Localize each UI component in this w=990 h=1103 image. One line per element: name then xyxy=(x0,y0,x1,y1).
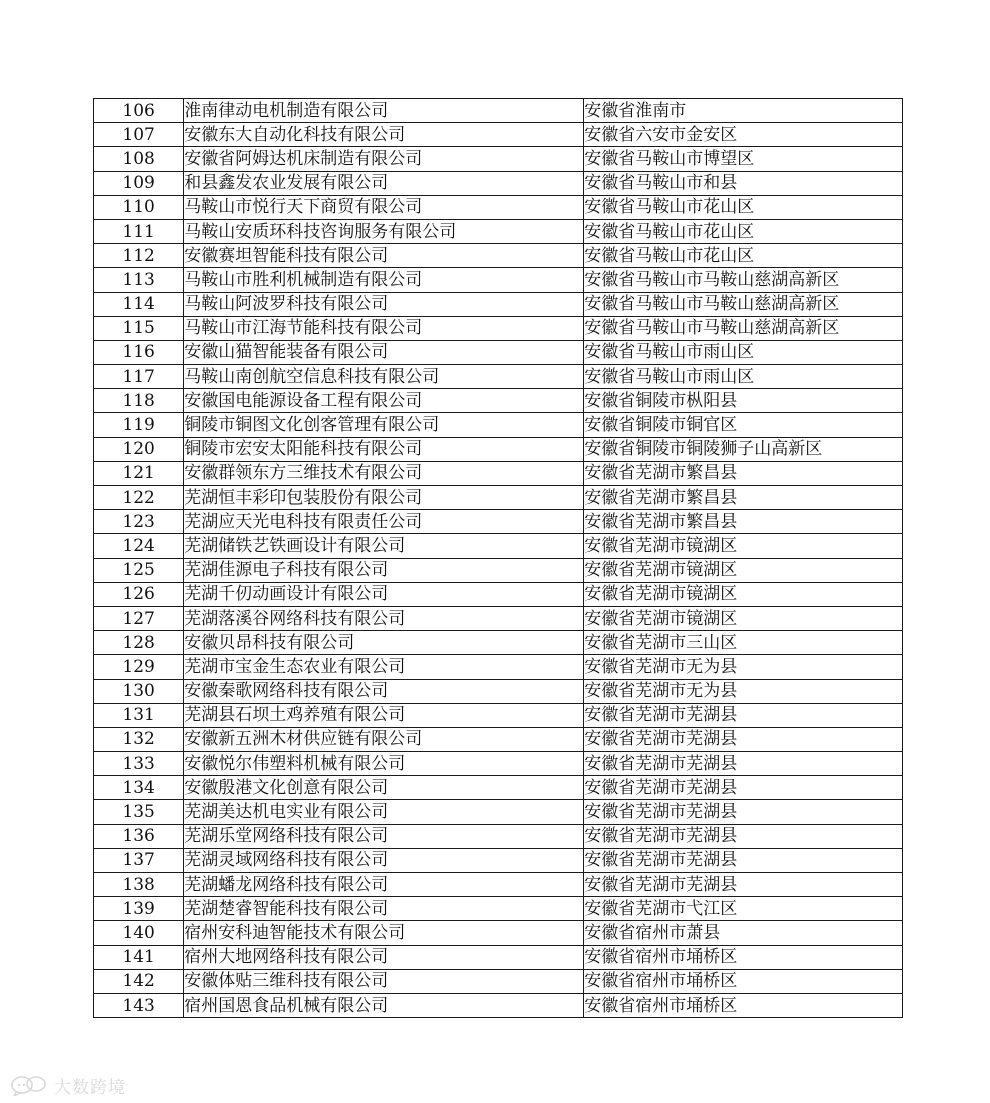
company-name: 马鞍山市江海节能科技有限公司 xyxy=(184,316,584,340)
region: 安徽省铜陵市枞阳县 xyxy=(584,389,903,413)
region: 安徽省芜湖市镜湖区 xyxy=(584,606,903,630)
table-row xyxy=(94,727,903,751)
company-name: 安徽贝昂科技有限公司 xyxy=(184,631,584,655)
row-number: 143 xyxy=(94,993,184,1017)
company-name: 马鞍山安质环科技咨询服务有限公司 xyxy=(184,219,584,243)
company-name: 马鞍山市悦行天下商贸有限公司 xyxy=(184,195,584,219)
row-number: 107 xyxy=(94,123,184,147)
region: 安徽省宿州市萧县 xyxy=(584,921,903,945)
row-number: 118 xyxy=(94,389,184,413)
row-number: 142 xyxy=(94,969,184,993)
table-row xyxy=(94,292,903,316)
company-name: 马鞍山阿波罗科技有限公司 xyxy=(184,292,584,316)
company-name: 芜湖储铁艺铁画设计有限公司 xyxy=(184,534,584,558)
watermark-text: 大数跨境 xyxy=(54,1077,126,1098)
table-row xyxy=(94,606,903,630)
company-name: 芜湖应天光电科技有限责任公司 xyxy=(184,510,584,534)
table-row xyxy=(94,921,903,945)
row-number: 106 xyxy=(94,99,184,123)
company-name: 安徽赛坦智能科技有限公司 xyxy=(184,244,584,268)
table-row xyxy=(94,510,903,534)
region: 安徽省芜湖市繁昌县 xyxy=(584,486,903,510)
table-body xyxy=(94,99,903,1018)
row-number: 114 xyxy=(94,292,184,316)
row-number: 110 xyxy=(94,195,184,219)
row-number: 131 xyxy=(94,703,184,727)
row-number: 116 xyxy=(94,340,184,364)
company-name: 安徽国电能源设备工程有限公司 xyxy=(184,389,584,413)
table-row xyxy=(94,171,903,195)
row-number: 112 xyxy=(94,244,184,268)
table-row xyxy=(94,776,903,800)
table-row xyxy=(94,703,903,727)
region: 安徽省六安市金安区 xyxy=(584,123,903,147)
row-number: 119 xyxy=(94,413,184,437)
row-number: 130 xyxy=(94,679,184,703)
company-name: 安徽山猫智能装备有限公司 xyxy=(184,340,584,364)
row-number: 108 xyxy=(94,147,184,171)
row-number: 125 xyxy=(94,558,184,582)
row-number: 128 xyxy=(94,631,184,655)
company-name: 安徽群领东方三维技术有限公司 xyxy=(184,461,584,485)
company-name: 芜湖佳源电子科技有限公司 xyxy=(184,558,584,582)
row-number: 126 xyxy=(94,582,184,606)
region: 安徽省芜湖市芜湖县 xyxy=(584,776,903,800)
region: 安徽省宿州市埇桥区 xyxy=(584,993,903,1017)
table-row xyxy=(94,195,903,219)
table-row xyxy=(94,365,903,389)
region: 安徽省芜湖市芜湖县 xyxy=(584,727,903,751)
row-number: 121 xyxy=(94,461,184,485)
company-name: 安徽省阿姆达机床制造有限公司 xyxy=(184,147,584,171)
row-number: 129 xyxy=(94,655,184,679)
row-number: 109 xyxy=(94,171,184,195)
table-row xyxy=(94,268,903,292)
table-row xyxy=(94,558,903,582)
table-row xyxy=(94,800,903,824)
row-number: 120 xyxy=(94,437,184,461)
region: 安徽省马鞍山市花山区 xyxy=(584,244,903,268)
company-name: 芜湖落溪谷网络科技有限公司 xyxy=(184,606,584,630)
row-number: 124 xyxy=(94,534,184,558)
region: 安徽省芜湖市繁昌县 xyxy=(584,461,903,485)
company-name: 和县鑫发农业发展有限公司 xyxy=(184,171,584,195)
company-name: 芜湖乐堂网络科技有限公司 xyxy=(184,824,584,848)
table-row xyxy=(94,389,903,413)
table-row xyxy=(94,340,903,364)
region: 安徽省芜湖市芜湖县 xyxy=(584,873,903,897)
company-name: 安徽悦尔伟塑料机械有限公司 xyxy=(184,752,584,776)
region: 安徽省芜湖市无为县 xyxy=(584,679,903,703)
company-name: 铜陵市宏安太阳能科技有限公司 xyxy=(184,437,584,461)
company-name: 芜湖县石坝土鸡养殖有限公司 xyxy=(184,703,584,727)
region: 安徽省铜陵市铜陵狮子山高新区 xyxy=(584,437,903,461)
region: 安徽省马鞍山市博望区 xyxy=(584,147,903,171)
region: 安徽省马鞍山市花山区 xyxy=(584,219,903,243)
region: 安徽省芜湖市镜湖区 xyxy=(584,534,903,558)
region: 安徽省铜陵市铜官区 xyxy=(584,413,903,437)
region: 安徽省芜湖市镜湖区 xyxy=(584,582,903,606)
row-number: 111 xyxy=(94,219,184,243)
row-number: 123 xyxy=(94,510,184,534)
region: 安徽省芜湖市芜湖县 xyxy=(584,824,903,848)
row-number: 140 xyxy=(94,921,184,945)
region: 安徽省芜湖市弋江区 xyxy=(584,897,903,921)
region: 安徽省马鞍山市马鞍山慈湖高新区 xyxy=(584,292,903,316)
region: 安徽省马鞍山市马鞍山慈湖高新区 xyxy=(584,316,903,340)
row-number: 127 xyxy=(94,606,184,630)
region: 安徽省芜湖市繁昌县 xyxy=(584,510,903,534)
table-row xyxy=(94,486,903,510)
region: 安徽省芜湖市芜湖县 xyxy=(584,703,903,727)
company-name: 芜湖恒丰彩印包装股份有限公司 xyxy=(184,486,584,510)
table-row xyxy=(94,244,903,268)
company-name: 芜湖蟠龙网络科技有限公司 xyxy=(184,873,584,897)
region: 安徽省芜湖市镜湖区 xyxy=(584,558,903,582)
table-row xyxy=(94,897,903,921)
table-row xyxy=(94,655,903,679)
row-number: 141 xyxy=(94,945,184,969)
region: 安徽省芜湖市芜湖县 xyxy=(584,752,903,776)
company-name: 芜湖楚睿智能科技有限公司 xyxy=(184,897,584,921)
table-row xyxy=(94,993,903,1017)
company-name: 安徽新五洲木材供应链有限公司 xyxy=(184,727,584,751)
row-number: 137 xyxy=(94,848,184,872)
region: 安徽省马鞍山市雨山区 xyxy=(584,365,903,389)
region: 安徽省芜湖市无为县 xyxy=(584,655,903,679)
company-name: 马鞍山市胜利机械制造有限公司 xyxy=(184,268,584,292)
region: 安徽省宿州市埇桥区 xyxy=(584,969,903,993)
table-row xyxy=(94,582,903,606)
row-number: 138 xyxy=(94,873,184,897)
table-row xyxy=(94,873,903,897)
region: 安徽省芜湖市三山区 xyxy=(584,631,903,655)
table-row xyxy=(94,679,903,703)
region: 安徽省马鞍山市和县 xyxy=(584,171,903,195)
table-row xyxy=(94,969,903,993)
company-name: 芜湖千仞动画设计有限公司 xyxy=(184,582,584,606)
row-number: 139 xyxy=(94,897,184,921)
table-row xyxy=(94,824,903,848)
company-name: 芜湖市宝金生态农业有限公司 xyxy=(184,655,584,679)
table-row xyxy=(94,437,903,461)
company-name: 淮南律动电机制造有限公司 xyxy=(184,99,584,123)
region: 安徽省宿州市埇桥区 xyxy=(584,945,903,969)
chat-bubbles-icon xyxy=(10,1074,50,1096)
row-number: 117 xyxy=(94,365,184,389)
region: 安徽省淮南市 xyxy=(584,99,903,123)
company-name: 安徽秦歌网络科技有限公司 xyxy=(184,679,584,703)
table-row xyxy=(94,631,903,655)
table-row xyxy=(94,316,903,340)
row-number: 134 xyxy=(94,776,184,800)
table-row xyxy=(94,752,903,776)
row-number: 133 xyxy=(94,752,184,776)
company-name: 马鞍山南创航空信息科技有限公司 xyxy=(184,365,584,389)
table-row xyxy=(94,219,903,243)
table-row xyxy=(94,147,903,171)
region: 安徽省马鞍山市雨山区 xyxy=(584,340,903,364)
row-number: 135 xyxy=(94,800,184,824)
region: 安徽省芜湖市芜湖县 xyxy=(584,848,903,872)
row-number: 115 xyxy=(94,316,184,340)
company-name: 宿州国恩食品机械有限公司 xyxy=(184,993,584,1017)
company-name: 芜湖美达机电实业有限公司 xyxy=(184,800,584,824)
table-row xyxy=(94,413,903,437)
row-number: 132 xyxy=(94,727,184,751)
company-name: 安徽殷港文化创意有限公司 xyxy=(184,776,584,800)
table-row xyxy=(94,848,903,872)
company-list-table xyxy=(93,98,903,1018)
company-name: 铜陵市铜图文化创客管理有限公司 xyxy=(184,413,584,437)
company-name: 宿州安科迪智能技术有限公司 xyxy=(184,921,584,945)
row-number: 136 xyxy=(94,824,184,848)
region: 安徽省马鞍山市马鞍山慈湖高新区 xyxy=(584,268,903,292)
table-row xyxy=(94,123,903,147)
row-number: 113 xyxy=(94,268,184,292)
row-number: 122 xyxy=(94,486,184,510)
table-row xyxy=(94,99,903,123)
company-name: 芜湖灵域网络科技有限公司 xyxy=(184,848,584,872)
company-name: 安徽东大自动化科技有限公司 xyxy=(184,123,584,147)
company-name: 宿州大地网络科技有限公司 xyxy=(184,945,584,969)
table-row xyxy=(94,461,903,485)
watermark xyxy=(10,1072,126,1098)
table-row xyxy=(94,945,903,969)
region: 安徽省马鞍山市花山区 xyxy=(584,195,903,219)
table-row xyxy=(94,534,903,558)
region: 安徽省芜湖市芜湖县 xyxy=(584,800,903,824)
company-name: 安徽体贴三维科技有限公司 xyxy=(184,969,584,993)
